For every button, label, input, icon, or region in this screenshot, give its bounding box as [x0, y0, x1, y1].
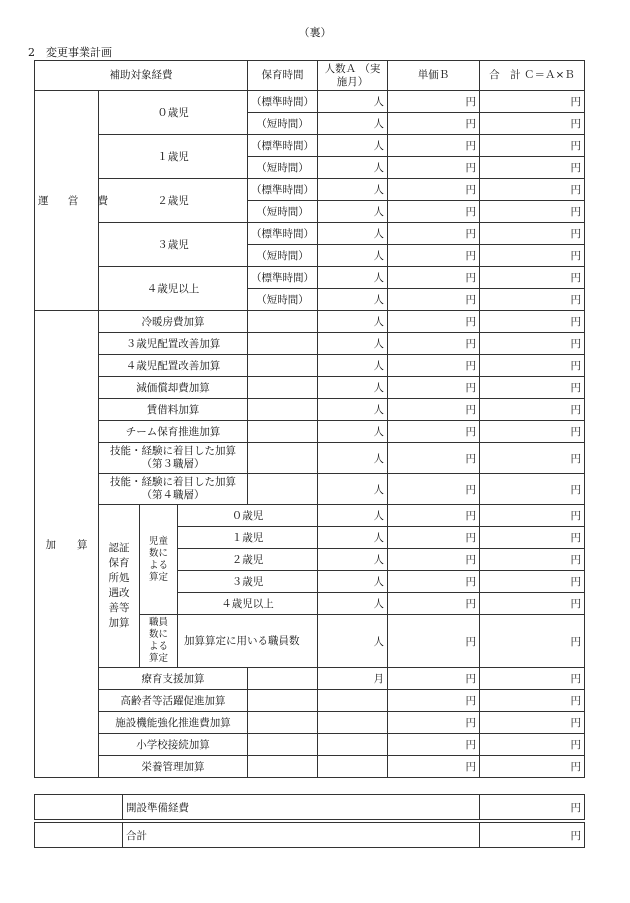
- operating-row: [35, 223, 585, 245]
- total-cell: 円: [480, 505, 585, 527]
- page-side-label: （裏）: [298, 26, 332, 39]
- addition-row-b: [35, 756, 585, 778]
- total-cell: 円: [480, 311, 585, 333]
- count-cell: 人: [318, 267, 388, 289]
- count-cell: 人: [318, 615, 388, 668]
- addition-row: [35, 311, 585, 333]
- addition-row-b: [35, 690, 585, 712]
- nintei-label: 認証保育所処遇改善等加算: [99, 505, 140, 668]
- total-cell: 円: [480, 157, 585, 179]
- addition-row-b: [35, 734, 585, 756]
- hours-label: （標準時間）: [248, 135, 318, 157]
- count-cell: 人: [318, 527, 388, 549]
- hours-label: （標準時間）: [248, 91, 318, 113]
- addition-row: [35, 399, 585, 421]
- age-label: ２歳児: [99, 179, 248, 223]
- child-basis-label: 児童数による算定: [140, 505, 178, 615]
- total-cell: 円: [480, 527, 585, 549]
- grand-total-table: [34, 822, 585, 848]
- total-cell: 円: [480, 734, 585, 756]
- unit-price-cell: 円: [388, 91, 480, 113]
- count-cell: 月: [318, 668, 388, 690]
- unit-price-cell: 円: [388, 135, 480, 157]
- count-cell: 人: [318, 549, 388, 571]
- count-cell: 人: [318, 474, 388, 505]
- total-cell: 円: [480, 289, 585, 311]
- addition-row: [35, 377, 585, 399]
- operating-row: [35, 91, 585, 113]
- operating-row: [35, 135, 585, 157]
- unit-price-cell: 円: [388, 615, 480, 668]
- age-label: ０歳児: [99, 91, 248, 135]
- child-age-label: ３歳児: [178, 571, 318, 593]
- count-cell: 人: [318, 201, 388, 223]
- hours-label: （標準時間）: [248, 179, 318, 201]
- total-cell: 円: [480, 668, 585, 690]
- total-cell: 円: [480, 615, 585, 668]
- unit-price-cell: 円: [388, 690, 480, 712]
- staff-item-label: 加算算定に用いる職員数: [178, 615, 318, 668]
- unit-price-cell: 円: [388, 756, 480, 778]
- count-cell: [318, 690, 388, 712]
- total-cell: 円: [480, 267, 585, 289]
- therapy-row: [35, 668, 585, 690]
- opening-row: [35, 795, 585, 820]
- addition-item: 賃借料加算: [99, 399, 248, 421]
- unit-price-cell: 円: [388, 311, 480, 333]
- unit-price-cell: 円: [388, 734, 480, 756]
- hours-empty: [248, 311, 318, 333]
- addition-row: [35, 474, 585, 505]
- additions-label: 加 算: [35, 311, 99, 778]
- hours-empty: [248, 355, 318, 377]
- hours-empty: [248, 690, 318, 712]
- unit-price-cell: 円: [388, 333, 480, 355]
- unit-price-cell: 円: [388, 267, 480, 289]
- operating-row: [35, 267, 585, 289]
- addition-item: チーム保育推進加算: [99, 421, 248, 443]
- addition-row: [35, 355, 585, 377]
- count-cell: 人: [318, 289, 388, 311]
- count-cell: 人: [318, 113, 388, 135]
- child-age-label: １歳児: [178, 527, 318, 549]
- plan-table: [34, 60, 585, 778]
- child-age-label: ４歳児以上: [178, 593, 318, 615]
- header-unit: 単価Ｂ: [388, 61, 480, 91]
- count-cell: 人: [318, 135, 388, 157]
- addition-item: 栄養管理加算: [99, 756, 248, 778]
- count-cell: 人: [318, 245, 388, 267]
- child-age-label: ０歳児: [178, 505, 318, 527]
- additions-section: [35, 311, 585, 778]
- hours-label: （短時間）: [248, 201, 318, 223]
- count-cell: 人: [318, 157, 388, 179]
- addition-item: 小学校接続加算: [99, 734, 248, 756]
- grand-total-row: [35, 823, 585, 848]
- total-cell: 円: [480, 474, 585, 505]
- count-cell: 人: [318, 571, 388, 593]
- footer-table: [34, 794, 585, 820]
- addition-row: [35, 333, 585, 355]
- age-label: ３歳児: [99, 223, 248, 267]
- unit-price-cell: 円: [388, 421, 480, 443]
- opening-label: 開設準備経費: [123, 795, 480, 820]
- addition-row-b: [35, 712, 585, 734]
- count-cell: 人: [318, 505, 388, 527]
- unit-price-cell: 円: [388, 399, 480, 421]
- count-cell: [318, 756, 388, 778]
- child-age-label: ２歳児: [178, 549, 318, 571]
- total-cell: 円: [480, 421, 585, 443]
- total-cell: 円: [480, 712, 585, 734]
- unit-price-cell: 円: [388, 113, 480, 135]
- addition-item: 冷暖房費加算: [99, 311, 248, 333]
- unit-price-cell: 円: [388, 549, 480, 571]
- unit-price-cell: 円: [388, 245, 480, 267]
- total-cell: 円: [480, 91, 585, 113]
- addition-item: ４歳児配置改善加算: [99, 355, 248, 377]
- nintei-child-row: [35, 505, 585, 527]
- unit-price-cell: 円: [388, 505, 480, 527]
- unit-price-cell: 円: [388, 377, 480, 399]
- addition-item: 技能・経験に着目した加算（第３職層）: [99, 443, 248, 474]
- addition-row: [35, 443, 585, 474]
- hours-empty: [248, 668, 318, 690]
- unit-price-cell: 円: [388, 443, 480, 474]
- count-cell: 人: [318, 399, 388, 421]
- section-title: 2 変更事業計画: [28, 46, 112, 59]
- hours-empty: [248, 421, 318, 443]
- hours-label: （標準時間）: [248, 223, 318, 245]
- total-cell: 円: [480, 443, 585, 474]
- addition-item: 減価償却費加算: [99, 377, 248, 399]
- total-cell: 円: [480, 399, 585, 421]
- header-total: 合 計 Ｃ＝Ａ×Ｂ: [480, 61, 585, 91]
- addition-item: 施設機能強化推進費加算: [99, 712, 248, 734]
- unit-price-cell: 円: [388, 157, 480, 179]
- count-cell: 人: [318, 179, 388, 201]
- total-cell: 円: [480, 756, 585, 778]
- therapy-label: 療育支援加算: [99, 668, 248, 690]
- total-cell: 円: [480, 201, 585, 223]
- total-cell: 円: [480, 113, 585, 135]
- total-cell: 円: [480, 571, 585, 593]
- total-cell: 円: [480, 377, 585, 399]
- grand-total-value: 円: [480, 823, 585, 848]
- hours-empty: [248, 712, 318, 734]
- age-label: １歳児: [99, 135, 248, 179]
- addition-item: 技能・経験に着目した加算（第４職層）: [99, 474, 248, 505]
- count-cell: 人: [318, 377, 388, 399]
- addition-row: [35, 421, 585, 443]
- table-header-row: [35, 61, 585, 91]
- hours-empty: [248, 377, 318, 399]
- age-label: ４歳児以上: [99, 267, 248, 311]
- count-cell: 人: [318, 443, 388, 474]
- total-cell: 円: [480, 355, 585, 377]
- unit-price-cell: 円: [388, 355, 480, 377]
- header-expense: 補助対象経費: [35, 61, 248, 91]
- count-cell: 人: [318, 355, 388, 377]
- hours-label: （標準時間）: [248, 267, 318, 289]
- operating-label: 運 営 費: [35, 91, 99, 311]
- count-cell: [318, 734, 388, 756]
- unit-price-cell: 円: [388, 223, 480, 245]
- total-cell: 円: [480, 690, 585, 712]
- total-cell: 円: [480, 135, 585, 157]
- hours-label: （短時間）: [248, 157, 318, 179]
- hours-empty: [248, 474, 318, 505]
- opening-total: 円: [480, 795, 585, 820]
- count-cell: 人: [318, 421, 388, 443]
- header-hours: 保育時間: [248, 61, 318, 91]
- count-cell: 人: [318, 311, 388, 333]
- total-cell: 円: [480, 333, 585, 355]
- unit-price-cell: 円: [388, 527, 480, 549]
- addition-item: ３歳児配置改善加算: [99, 333, 248, 355]
- hours-empty: [248, 734, 318, 756]
- count-cell: 人: [318, 593, 388, 615]
- operating-section: [35, 91, 585, 311]
- unit-price-cell: 円: [388, 179, 480, 201]
- total-cell: 円: [480, 549, 585, 571]
- total-cell: 円: [480, 245, 585, 267]
- addition-item: 高齢者等活躍促進加算: [99, 690, 248, 712]
- hours-empty: [248, 756, 318, 778]
- hours-empty: [248, 399, 318, 421]
- count-cell: 人: [318, 91, 388, 113]
- count-cell: [318, 712, 388, 734]
- total-cell: 円: [480, 593, 585, 615]
- hours-label: （短時間）: [248, 245, 318, 267]
- unit-price-cell: 円: [388, 201, 480, 223]
- unit-price-cell: 円: [388, 289, 480, 311]
- hours-empty: [248, 443, 318, 474]
- unit-price-cell: 円: [388, 474, 480, 505]
- hours-label: （短時間）: [248, 113, 318, 135]
- staff-basis-label: 職員数による算定: [140, 615, 178, 668]
- hours-empty: [248, 333, 318, 355]
- total-cell: 円: [480, 179, 585, 201]
- unit-price-cell: 円: [388, 712, 480, 734]
- unit-price-cell: 円: [388, 668, 480, 690]
- count-cell: 人: [318, 333, 388, 355]
- header-count: 人数Ａ （実施月）: [318, 61, 388, 91]
- total-cell: 円: [480, 223, 585, 245]
- unit-price-cell: 円: [388, 571, 480, 593]
- count-cell: 人: [318, 223, 388, 245]
- operating-row: [35, 179, 585, 201]
- grand-total-label: 合計: [123, 823, 480, 848]
- unit-price-cell: 円: [388, 593, 480, 615]
- hours-label: （短時間）: [248, 289, 318, 311]
